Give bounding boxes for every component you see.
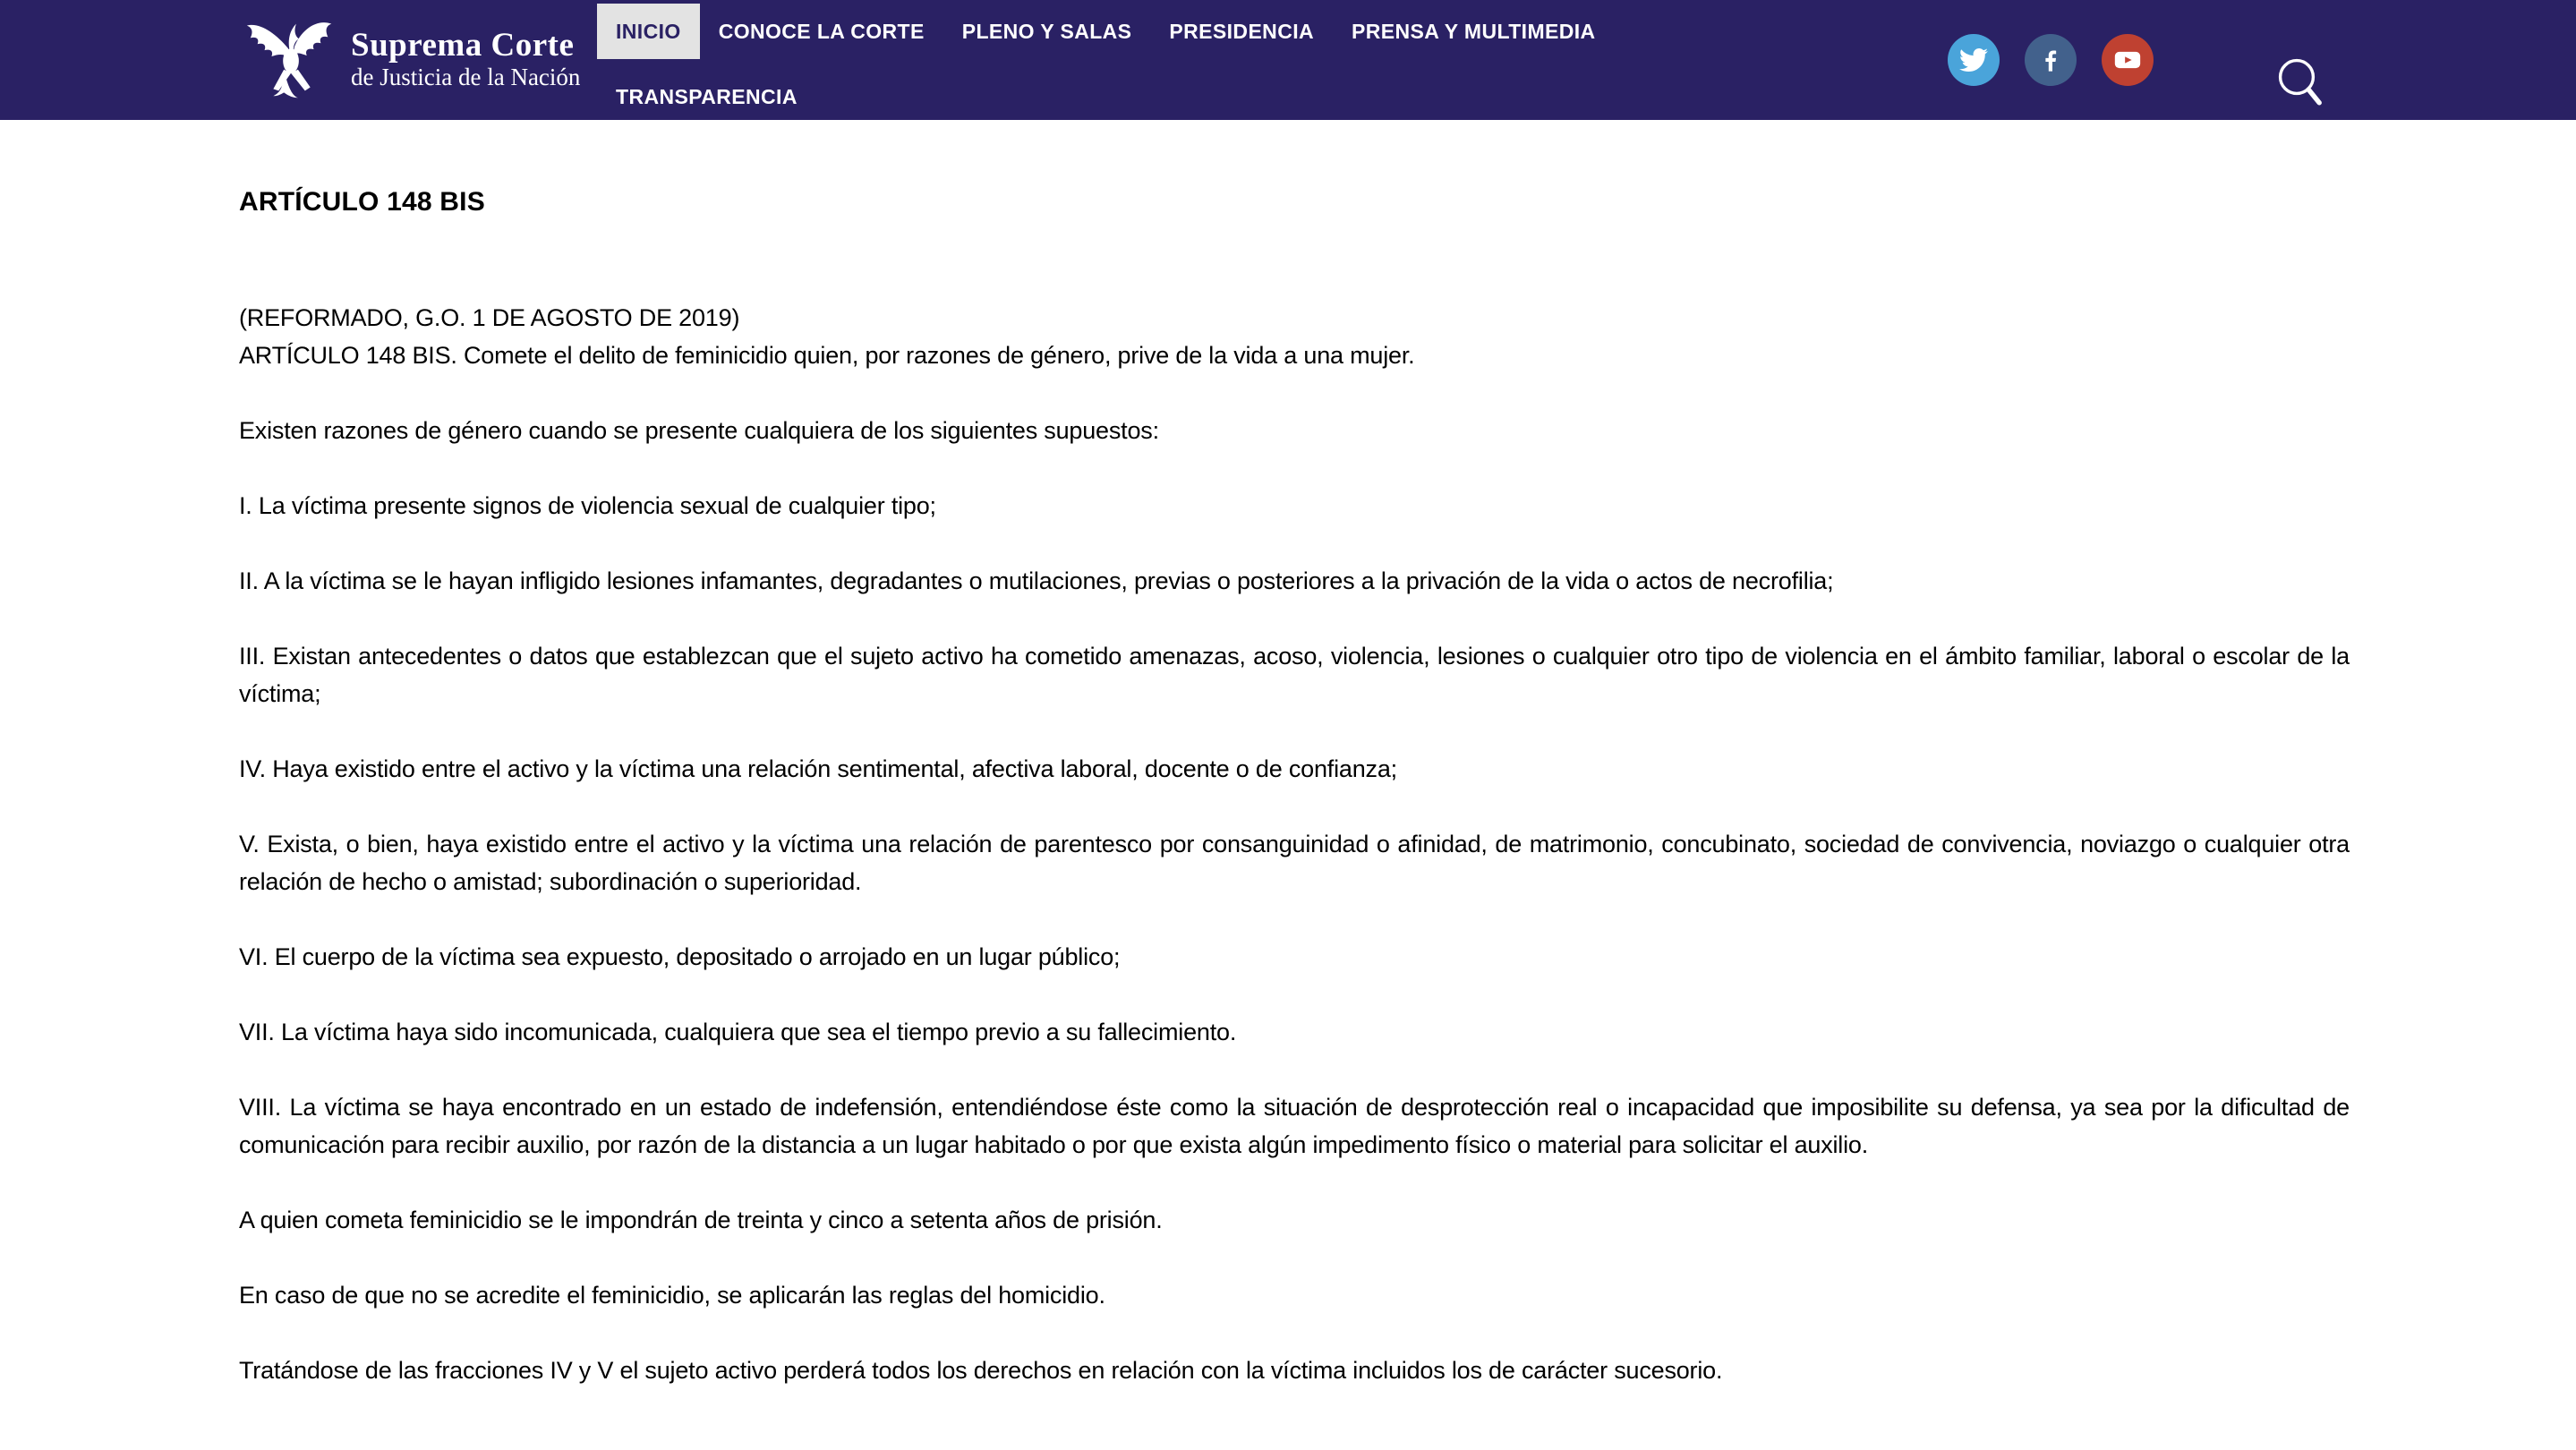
article-paragraph-fraccion-vi: VI. El cuerpo de la víctima sea expuesto, depositado o arrojado en un lugar público; bbox=[239, 943, 1121, 970]
article-lead bbox=[239, 299, 2350, 374]
nav-item-conoce-la-corte[interactable]: CONOCE LA CORTE bbox=[718, 19, 925, 43]
article-paragraph-fraccion-i: I. La víctima presente signos de violencia sexual de cualquier tipo; bbox=[239, 492, 936, 519]
site-header bbox=[0, 0, 2576, 120]
twitter-icon bbox=[1959, 46, 1988, 74]
facebook-icon bbox=[2036, 46, 2065, 74]
search-button[interactable] bbox=[2275, 55, 2325, 111]
article-paragraph-pena: A quien cometa feminicidio se le impondrán de treinta y cinco a setenta años de prisión. bbox=[239, 1207, 1163, 1233]
logo-subtitle: de Justicia de la Nación bbox=[351, 64, 581, 90]
logo-title: Suprema Corte bbox=[351, 27, 575, 64]
search-icon bbox=[2275, 55, 2325, 111]
reformado-note: (REFORMADO, G.O. 1 DE AGOSTO DE 2019) bbox=[239, 304, 740, 331]
nav-item-inicio[interactable]: INICIO bbox=[597, 4, 700, 59]
article-paragraph-sucesorio: Tratándose de las fracciones IV y V el sujeto activo perderá todos los derechos en relación con la víctima incluidos los de carácter sucesorio. bbox=[239, 1357, 1723, 1384]
article-paragraph-fraccion-iii: III. Existan antecedentes o datos que establezcan que el sujeto activo ha cometido amenazas, acoso, violencia, lesiones o cualquier otro tipo de violencia en el ámbito familiar, laboral o escolar de la víctima; bbox=[239, 643, 2350, 707]
scjn-logo[interactable] bbox=[240, 9, 580, 109]
nav-row-primary bbox=[597, 4, 1615, 59]
facebook-button[interactable] bbox=[2025, 34, 2077, 86]
article-paragraph-fraccion-vii: VII. La víctima haya sido incomunicada, cualquiera que sea el tiempo previo a su fallecimiento. bbox=[239, 1019, 1237, 1045]
article-content bbox=[0, 120, 2576, 1427]
article-paragraph-fraccion-v: V. Exista, o bien, haya existido entre el activo y la víctima una relación de parentesco por consanguinidad o afinidad, de matrimonio, concubinato, sociedad de convivencia, noviazgo o cualquier otra relación de hecho o amistad; subordinación o superioridad. bbox=[239, 831, 2350, 895]
article-paragraph: Existen razones de género cuando se presente cualquiera de los siguientes supuestos: bbox=[239, 417, 1159, 444]
nav-row-secondary bbox=[597, 79, 1615, 115]
social-links bbox=[1948, 34, 2154, 86]
youtube-button[interactable] bbox=[2102, 34, 2154, 86]
main-nav bbox=[597, 4, 1615, 115]
article-paragraph-fraccion-viii: VIII. La víctima se haya encontrado en un estado de indefensión, entendiéndose éste como la situación de desprotección real o incapacidad que imposibilite su defensa, ya sea por la dificultad de comunicación para recibir auxilio, por razón de la distancia a un lugar habitado o por que exista algún impedimento físico o material para solicitar el auxilio. bbox=[239, 1094, 2350, 1158]
nav-item-pleno-y-salas[interactable]: PLENO Y SALAS bbox=[961, 19, 1132, 43]
nav-item-transparencia[interactable]: TRANSPARENCIA bbox=[616, 84, 798, 108]
article-paragraph-fraccion-ii: II. A la víctima se le hayan infligido lesiones infamantes, degradantes o mutilaciones, previas o posteriores a la privación de la vida o actos de necrofilia; bbox=[239, 567, 1834, 594]
scjn-eagle-icon bbox=[240, 9, 345, 109]
article-paragraph-fraccion-iv: IV. Haya existido entre el activo y la víctima una relación sentimental, afectiva laboral, docente o de confianza; bbox=[239, 755, 1397, 782]
youtube-icon bbox=[2112, 45, 2143, 75]
logo-text bbox=[351, 29, 580, 90]
twitter-button[interactable] bbox=[1948, 34, 2000, 86]
article-paragraph-homicidio: En caso de que no se acredite el feminicidio, se aplicarán las reglas del homicidio. bbox=[239, 1282, 1105, 1309]
nav-item-presidencia[interactable]: PRESIDENCIA bbox=[1169, 19, 1314, 43]
article-lead-text: ARTÍCULO 148 BIS. Comete el delito de feminicidio quien, por razones de género, prive de la vida a una mujer. bbox=[239, 342, 1415, 369]
nav-item-prensa-y-multimedia[interactable]: PRENSA Y MULTIMEDIA bbox=[1352, 19, 1596, 43]
article-title: ARTÍCULO 148 BIS bbox=[239, 187, 485, 217]
